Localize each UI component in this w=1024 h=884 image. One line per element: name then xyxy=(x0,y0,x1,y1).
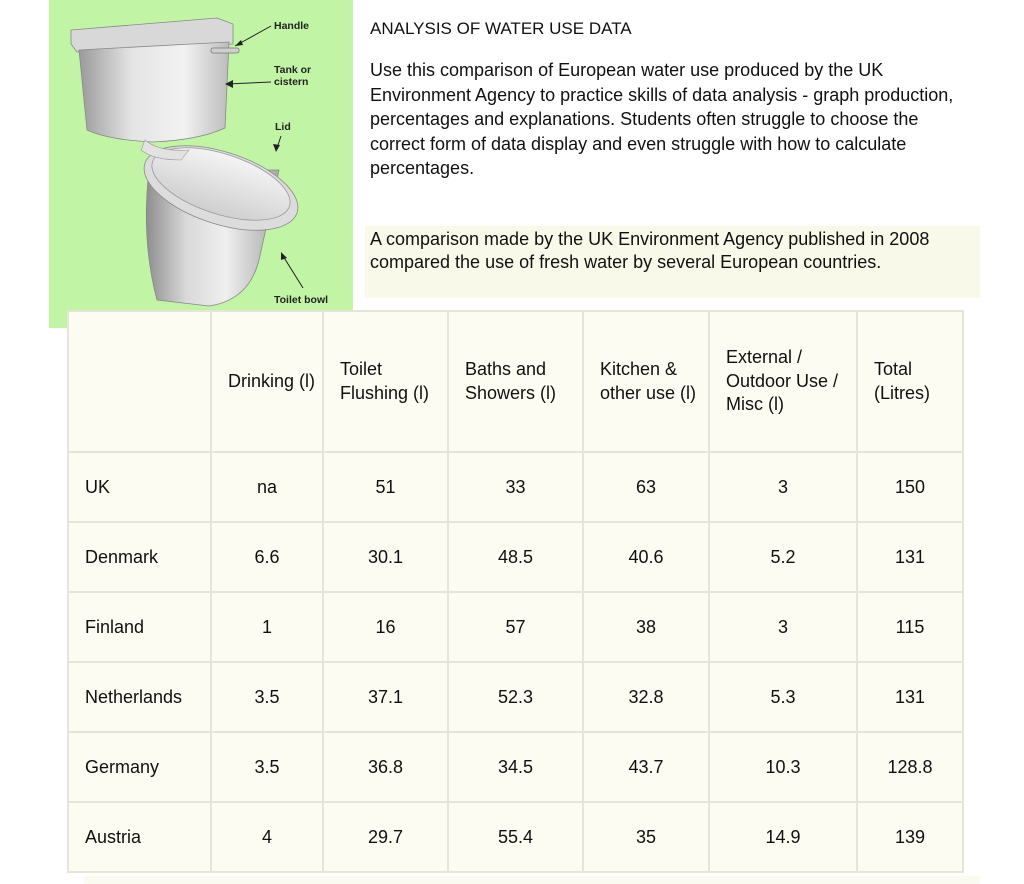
table-row xyxy=(68,592,963,662)
intro-paragraph: Use this comparison of European water use produced by the UK Environment Agency to practice skills of data analysis - graph production, percentages and explanations. Students often struggle to choose the correct form of data display and even struggle with how to calculate percentages. xyxy=(370,60,954,178)
value-cell: 6.6 xyxy=(211,522,323,592)
total-cell: 139 xyxy=(857,802,963,872)
value-cell: 30.1 xyxy=(323,522,448,592)
toilet-diagram xyxy=(49,0,353,328)
total-cell: 128.8 xyxy=(857,732,963,802)
table-row xyxy=(68,452,963,522)
country-cell: Netherlands xyxy=(68,662,211,732)
water-use-table xyxy=(67,310,964,873)
value-cell: 35 xyxy=(583,802,709,872)
value-cell: 5.2 xyxy=(709,522,857,592)
note-text: A comparison made by the UK Environment Agency published in 2008 compared the use of fresh water by several European countries. xyxy=(370,229,930,272)
bottom-strip xyxy=(84,876,980,884)
value-cell: 52.3 xyxy=(448,662,583,732)
value-cell: 16 xyxy=(323,592,448,662)
country-cell: Denmark xyxy=(68,522,211,592)
country-cell: Germany xyxy=(68,732,211,802)
header-cell: External / Outdoor Use / Misc (l) xyxy=(709,311,857,452)
header-cell: Kitchen & other use (l) xyxy=(583,311,709,452)
table-row xyxy=(68,522,963,592)
tank-label: Tank or cistern xyxy=(274,64,312,88)
country-cell: Finland xyxy=(68,592,211,662)
value-cell: 1 xyxy=(211,592,323,662)
country-cell: UK xyxy=(68,452,211,522)
total-cell: 131 xyxy=(857,522,963,592)
value-cell: 3 xyxy=(709,452,857,522)
toilet-illustration xyxy=(49,0,353,328)
value-cell: 55.4 xyxy=(448,802,583,872)
value-cell: 3.5 xyxy=(211,732,323,802)
value-cell: 37.1 xyxy=(323,662,448,732)
header-cell: Toilet Flushing (l) xyxy=(323,311,448,452)
value-cell: 29.7 xyxy=(323,802,448,872)
header-cell: Baths and Showers (l) xyxy=(448,311,583,452)
value-cell: 36.8 xyxy=(323,732,448,802)
total-cell: 150 xyxy=(857,452,963,522)
bowl-label: Toilet bowl xyxy=(274,294,329,306)
value-cell: 33 xyxy=(448,452,583,522)
value-cell: 40.6 xyxy=(583,522,709,592)
value-cell: 5.3 xyxy=(709,662,857,732)
header-cell: Total (Litres) xyxy=(857,311,963,452)
value-cell: 14.9 xyxy=(709,802,857,872)
table-header-row xyxy=(68,311,963,452)
value-cell: 3.5 xyxy=(211,662,323,732)
value-cell: 57 xyxy=(448,592,583,662)
value-cell: 3 xyxy=(709,592,857,662)
table-row xyxy=(68,662,963,732)
handle-label: Handle xyxy=(274,20,310,32)
total-cell: 115 xyxy=(857,592,963,662)
note-box xyxy=(365,226,980,298)
value-cell: 10.3 xyxy=(709,732,857,802)
table-row xyxy=(68,732,963,802)
value-cell: 51 xyxy=(323,452,448,522)
value-cell: 43.7 xyxy=(583,732,709,802)
tank-shape xyxy=(79,42,229,142)
page-title: ANALYSIS OF WATER USE DATA xyxy=(370,19,632,38)
country-cell: Austria xyxy=(68,802,211,872)
header-cell: Drinking (l) xyxy=(211,311,323,452)
value-cell: 34.5 xyxy=(448,732,583,802)
header-cell xyxy=(68,311,211,452)
value-cell: 63 xyxy=(583,452,709,522)
value-cell: 38 xyxy=(583,592,709,662)
table-row xyxy=(68,802,963,872)
total-cell: 131 xyxy=(857,662,963,732)
value-cell: 32.8 xyxy=(583,662,709,732)
value-cell: na xyxy=(211,452,323,522)
value-cell: 4 xyxy=(211,802,323,872)
lid-label: Lid xyxy=(275,121,291,133)
handle-shape xyxy=(211,48,239,53)
value-cell: 48.5 xyxy=(448,522,583,592)
